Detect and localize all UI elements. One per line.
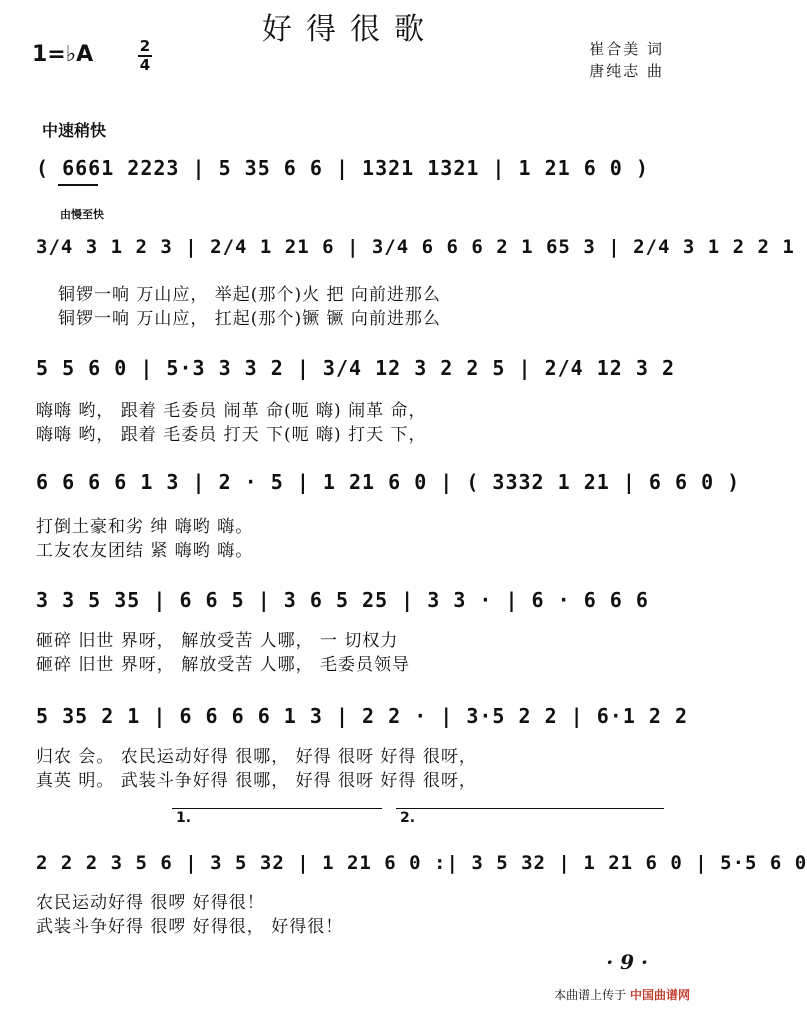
- page-title: 好得很歌: [262, 12, 438, 47]
- underline: [58, 184, 98, 186]
- notation-line-6: 5 35 2 1 | 6 6 6 6 1 3 | 2 2 · | 3·5 2 2 | 6·1 2 2: [36, 704, 689, 728]
- lyric-line-2b: 铜锣一响 万山应， 扛起(那个)镢 镢 向前进那么: [58, 309, 441, 329]
- notation-line-2: 3/4 3 1 2 3 | 2/4 1 21 6 | 3/4 6 6 6 2 1 65 3 | 2/4 3 1 2 2 1: [36, 236, 795, 258]
- lyric-line-5b: 砸碎 旧世 界呀， 解放受苦 人哪， 毛委员领导: [36, 655, 411, 675]
- volta-1-label: 1.: [176, 810, 192, 826]
- lyric-line-5a: 砸碎 旧世 界呀， 解放受苦 人哪， 一 切权力: [36, 631, 399, 651]
- lyric-line-7b: 武装斗争好得 很啰 好得很， 好得很！: [36, 917, 344, 937]
- notation-line-5: 3 3 5 35 | 6 6 5 | 3 6 5 25 | 3 3 · | 6 · 6 6 6: [36, 588, 649, 612]
- lyric-line-4a: 打倒土豪和劣 绅 嗨哟 嗨。: [36, 517, 254, 537]
- site-logo[interactable]: 中国曲谱网: [629, 988, 690, 1002]
- volta-1-bracket: [172, 808, 382, 809]
- tempo-marking: 中速稍快: [42, 121, 107, 140]
- tempo-change-marking: 由慢至快: [60, 208, 104, 221]
- notation-line-1: ( 6661 2223 | 5 35 6 6 | 1321 1321 | 1 21 6 0 ): [36, 156, 649, 180]
- lyric-line-3b: 嗨嗨 哟， 跟着 毛委员 打天 下(呃 嗨) 打天 下，: [36, 425, 427, 445]
- lyric-line-3a: 嗨嗨 哟， 跟着 毛委员 闹革 命(呃 嗨) 闹革 命，: [36, 401, 427, 421]
- lyric-line-2a: 铜锣一响 万山应， 举起(那个)火 把 向前进那么: [58, 285, 441, 305]
- lyricist-credit: 崔合美 词: [589, 40, 664, 58]
- notation-line-3: 5 5 6 0 | 5·3 3 3 2 | 3/4 12 3 2 2 5 | 2/4 12 3 2: [36, 356, 676, 380]
- notation-line-4: 6 6 6 6 1 3 | 2 · 5 | 1 21 6 0 | ( 3332 1 21 | 6 6 0 ): [36, 470, 741, 494]
- lyric-line-6b: 真英 明。 武装斗争好得 很哪， 好得 很呀 好得 很呀，: [36, 771, 477, 791]
- composer-credit: 唐纯志 曲: [589, 62, 664, 80]
- volta-2-label: 2.: [400, 810, 416, 826]
- lyric-line-6a: 归农 会。 农民运动好得 很哪， 好得 很呀 好得 很呀，: [36, 747, 477, 767]
- key-signature: 1=♭A: [32, 42, 94, 67]
- meter-bottom: 4: [139, 56, 151, 74]
- meter-top: 2: [139, 37, 151, 55]
- time-signature: [138, 38, 152, 74]
- lyric-line-7a: 农民运动好得 很啰 好得很！: [36, 893, 265, 913]
- upload-text: 本曲谱上传于: [554, 988, 627, 1002]
- lyric-line-4b: 工友农友团结 紧 嗨哟 嗨。: [36, 541, 254, 561]
- page-number: · 9 ·: [606, 950, 648, 974]
- source-footer: [554, 986, 690, 1003]
- notation-line-7: 2 2 2 3 5 6 | 3 5 32 | 1 21 6 0 :| 3 5 32 | 1 21 6 0 | 5·5 6 0: [36, 852, 807, 874]
- volta-2-bracket: [396, 808, 664, 809]
